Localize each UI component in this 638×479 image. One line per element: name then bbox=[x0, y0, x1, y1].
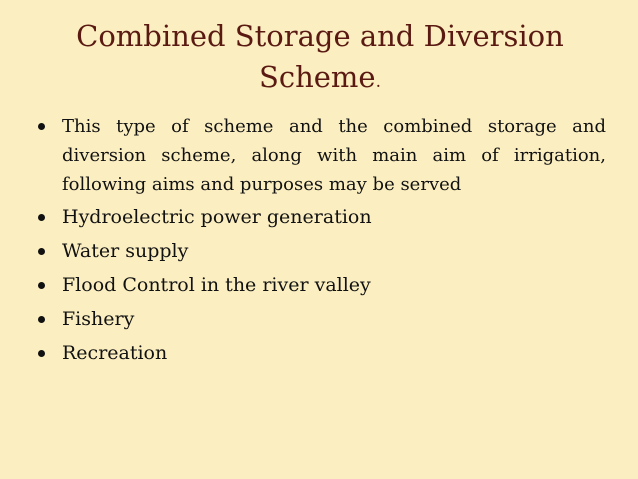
title-period: . bbox=[375, 72, 381, 92]
title-line-1: Combined Storage and Diversion bbox=[76, 19, 564, 53]
bullet-text: Flood Control in the river valley bbox=[62, 274, 371, 296]
bullet-text: Hydroelectric power generation bbox=[62, 206, 372, 228]
bullet-text: Recreation bbox=[62, 342, 168, 364]
bullet-item bbox=[34, 112, 606, 199]
bullet-dot-icon bbox=[38, 350, 45, 357]
bullet-dot-icon bbox=[38, 214, 45, 221]
bullet-dot-icon bbox=[38, 316, 45, 323]
bullet-item bbox=[34, 237, 606, 265]
bullet-text: This type of scheme and the combined storage and diversion scheme, along with main aim of irrigation, following aims and purposes may be served bbox=[62, 116, 606, 195]
bullet-item bbox=[34, 203, 606, 231]
title-line-2-text: Scheme bbox=[258, 60, 376, 94]
bullet-dot-icon bbox=[38, 123, 45, 130]
bullet-item bbox=[34, 271, 606, 299]
bullet-text: Water supply bbox=[62, 240, 189, 262]
bullet-item bbox=[34, 339, 606, 367]
bullet-dot-icon bbox=[38, 282, 45, 289]
bullet-dot-icon bbox=[38, 248, 45, 255]
title-line-2 bbox=[40, 57, 600, 103]
bullet-list bbox=[34, 112, 606, 373]
bullet-text: Fishery bbox=[62, 308, 135, 330]
bullet-item bbox=[34, 305, 606, 333]
slide-title bbox=[40, 16, 600, 103]
